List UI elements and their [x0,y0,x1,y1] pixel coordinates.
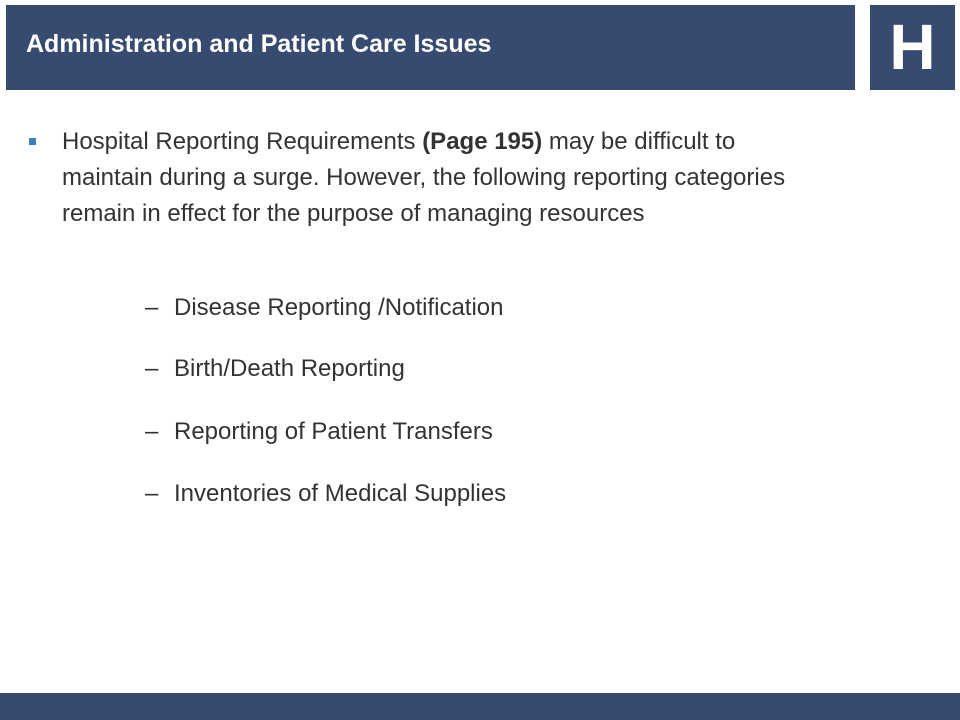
dash-marker: – [145,355,159,382]
slide-title: Administration and Patient Care Issues [26,30,492,58]
square-bullet-icon [29,138,36,145]
sub-item-birth-death-reporting [145,351,405,387]
sub-item-patient-transfers [145,414,493,450]
main-bullet-text [62,124,802,232]
sub-item-label: Inventories of Medical Supplies [174,480,507,507]
dash-marker: – [145,480,159,507]
main-bullet-text-before: Hospital Reporting Requirements [62,128,423,155]
sub-item-label: Disease Reporting /Notification [174,294,504,321]
sub-item-label: Reporting of Patient Transfers [174,418,493,445]
main-bullet-text-after: may be difficult to maintain during a surge. However, the following reporting categories remain in effect for the purpose of managing resources [62,128,786,227]
sub-item-medical-supplies [145,476,506,512]
sub-item-label: Birth/Death Reporting [174,355,405,382]
hospital-logo [870,5,955,90]
logo-letter: H [889,11,936,83]
sub-item-disease-reporting [145,290,504,326]
page-reference: (Page 195) [422,128,543,155]
footer-bar [0,693,960,720]
dash-marker: – [145,294,159,321]
dash-marker: – [145,418,159,445]
title-bar [6,5,855,90]
